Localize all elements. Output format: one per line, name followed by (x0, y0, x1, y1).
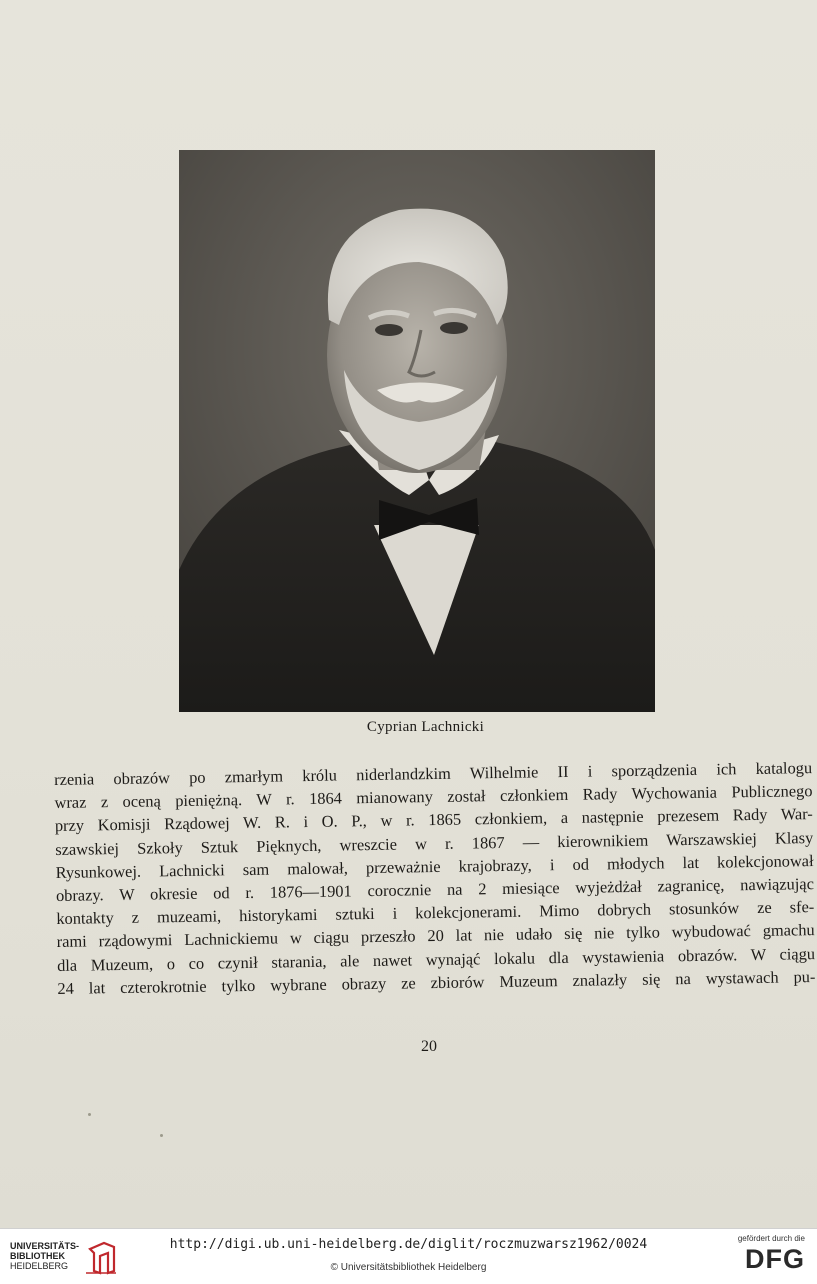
digitization-footer (0, 1228, 817, 1284)
text-line: rzenia obrazów po zmarłym królu niderlandzkim Wilhelmie II i sporządzenia ich katalogu (54, 758, 813, 789)
text-line: obrazy. W okresie od r. 1876—1901 corocznie na 2 miesiące wyjeżdżał zagranicę, nawiązując (55, 874, 815, 905)
funder-logo[interactable] (719, 1234, 805, 1280)
dfg-logo-icon: DFG (745, 1244, 805, 1274)
body-paragraph (54, 756, 816, 1000)
paper-speck (160, 1134, 163, 1137)
photo-caption: Cyprian Lachnicki (366, 719, 485, 735)
text-line: rami rządowymi Lachnickiemu w ciągu przeszło 20 lat nie udało się nie tylko wybudować gmachu (56, 920, 815, 952)
text-line: wraz z oceną pieniężną. W r. 1864 mianowany został członkiem Rady Wychowania Publicznego (54, 781, 813, 813)
library-name: UNIVERSITÄTS- BIBLIOTHEK HEIDELBERG (10, 1241, 80, 1271)
text-line: dla Muzeum, o co czynił starania, ale nawet wynająć lokalu dla wystawienia obrazów. W ciągu (56, 943, 816, 975)
funder-note: gefördert durch die (737, 1234, 805, 1243)
portrait-photograph (179, 150, 655, 712)
text-line: 24 lat czterokrotnie tylko wybrane obrazy ze zbiorów Muzeum znalazły się na wystawach pu- (57, 966, 816, 998)
permalink-url[interactable]: http://digi.ub.uni-heidelberg.de/diglit/roczmuzwarsz1962/0024 (169, 1237, 648, 1252)
text-line: szawskiej Szkoły Sztuk Pięknych, wreszcie w r. 1867 — kierownikiem Warszawskiej Klasy (55, 827, 814, 859)
paper-speck (88, 1113, 91, 1116)
page-number: 20 (421, 1038, 437, 1055)
text-line: kontakty z muzeami, historykami sztuki i kolekcjonerami. Mimo dobrych stosunków ze sfe- (56, 897, 815, 929)
text-line: przy Komisji Rządowej W. R. i O. P., w r. 1865 członkiem, a następnie prezesem Rady War- (54, 804, 813, 836)
copyright-notice: © Universitätsbibliothek Heidelberg (330, 1262, 487, 1273)
text-line: Rysunkowej. Lachnicki sam malował, przeważnie krajobrazy, i od młodych lat kolekcjonował (55, 850, 814, 882)
